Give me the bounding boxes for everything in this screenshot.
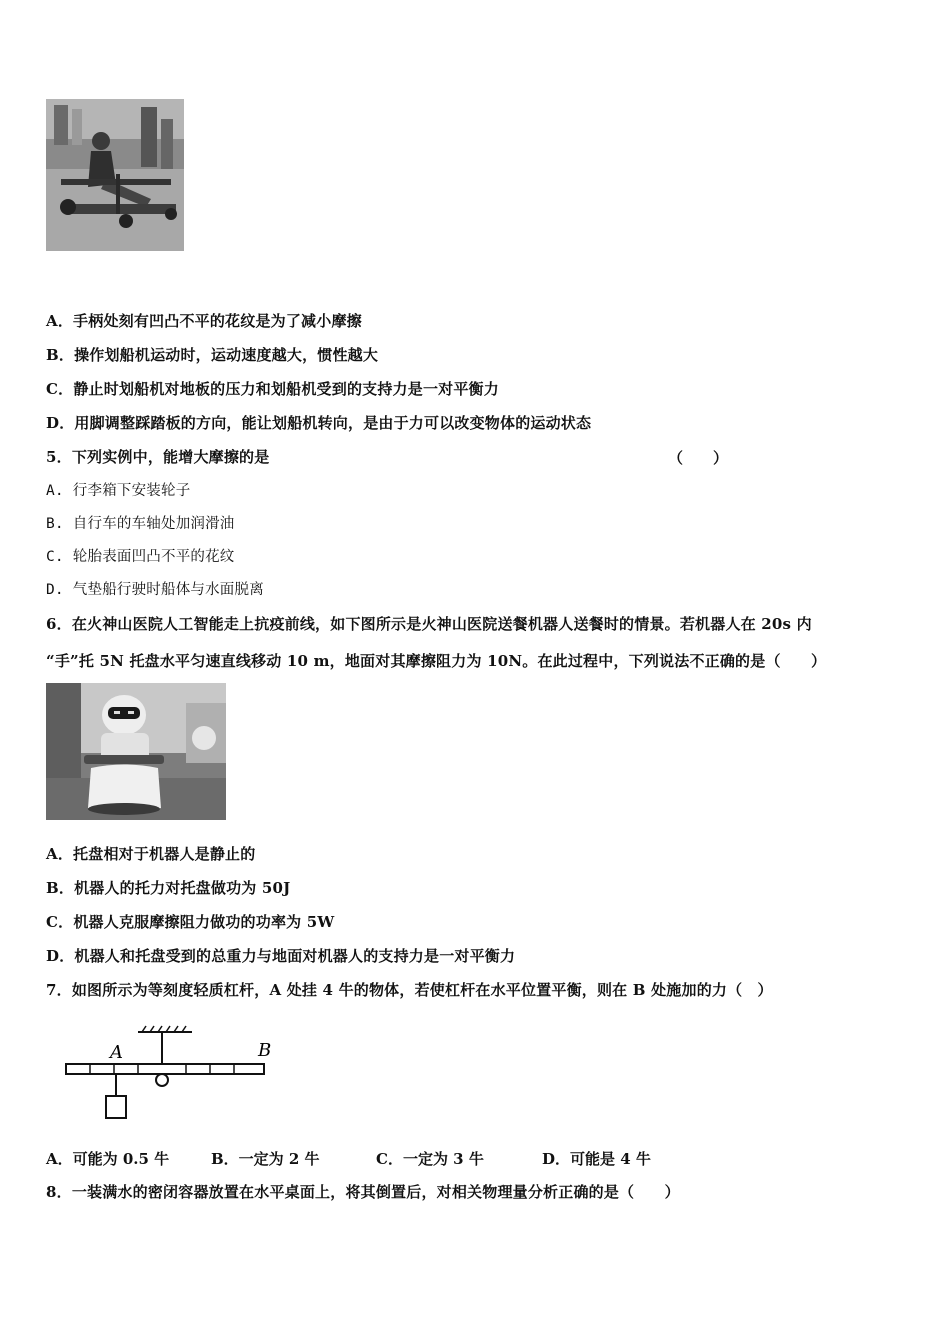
q4-option-b: B．操作划船机运动时，运动速度越大，惯性越大 <box>46 346 379 364</box>
q6-option-b: B．机器人的托力对托盘做功为 50J <box>46 879 291 897</box>
q7-stem: 7．如图所示为等刻度轻质杠杆，A 处挂 4 牛的物体，若使杠杆在水平位置平衡，则在 B 处施加的力（ ） <box>46 981 773 999</box>
q5-option-c: C. 轮胎表面凹凸不平的花纹 <box>46 549 235 565</box>
q7-option-a: A．可能为 0.5 牛 <box>46 1150 170 1168</box>
q6-option-c: C．机器人克服摩擦阻力做功的功率为 5W <box>46 913 335 931</box>
q6-stem-line1: 6．在火神山医院人工智能走上抗疫前线，如下图所示是火神山医院送餐机器人送餐时的情景。若机器人在 20s 内 <box>46 615 812 633</box>
q5-option-d: D. 气垫船行驶时船体与水面脱离 <box>46 582 264 598</box>
q6-option-a: A．托盘相对于机器人是静止的 <box>46 845 256 863</box>
q6-stem-line2: “手”托 5N 托盘水平匀速直线移动 10 m，地面对其摩擦阻力为 10N。在此过程中，下列说法不正确的是（ ） <box>46 652 827 670</box>
q5-stem: 5．下列实例中，能增大摩擦的是 <box>46 448 270 466</box>
rowing-machine-photo <box>46 99 184 251</box>
lever-label-b: B <box>258 1040 272 1061</box>
lever-diagram <box>60 1024 280 1124</box>
q4-option-c: C．静止时划船机对地板的压力和划船机受到的支持力是一对平衡力 <box>46 380 499 398</box>
q5-answer-parens: （ ） <box>668 449 729 467</box>
q4-option-d: D．用脚调整踩踏板的方向，能让划船机转向，是由于力可以改变物体的运动状态 <box>46 414 592 432</box>
q7-option-b: B．一定为 2 牛 <box>211 1150 320 1168</box>
q5-option-a: A. 行李箱下安装轮子 <box>46 483 191 499</box>
q7-option-d: D．可能是 4 牛 <box>542 1150 651 1168</box>
q5-option-b: B. 自行车的车轴处加润滑油 <box>46 516 235 532</box>
delivery-robot-photo <box>46 683 226 820</box>
q8-stem: 8．一装满水的密闭容器放置在水平桌面上，将其倒置后，对相关物理量分析正确的是（ ） <box>46 1183 680 1201</box>
q7-option-c: C．一定为 3 牛 <box>376 1150 484 1168</box>
q6-option-d: D．机器人和托盘受到的总重力与地面对机器人的支持力是一对平衡力 <box>46 947 516 965</box>
lever-label-a: A <box>110 1042 123 1063</box>
q4-option-a: A．手柄处刻有凹凸不平的花纹是为了减小摩擦 <box>46 312 362 330</box>
